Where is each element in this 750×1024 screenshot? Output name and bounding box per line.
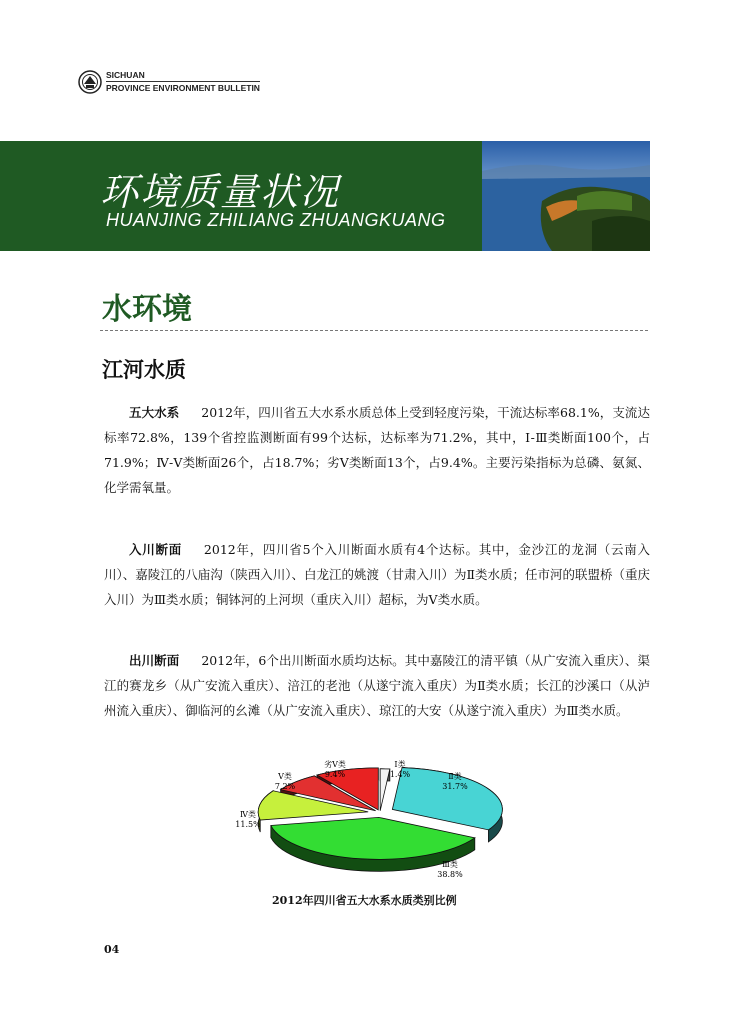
paragraph-inbound-sections xyxy=(104,537,650,612)
pie-label-value: 1.4% xyxy=(389,770,411,779)
pie-label-value: 38.8% xyxy=(437,870,463,879)
paragraph-text: 2012年，6个出川断面水质均达标。其中嘉陵江的清平镇（从广安流入重庆）、渠江的赛龙乡（从广安流入重庆）、涪江的老池（从遂宁流入重庆）为Ⅱ类水质；长江的沙溪口（从泸州流入重庆）、御临河的幺滩（从广安流入重庆）、琼江的大安（从遂宁流入重庆）为Ⅲ类水质。 xyxy=(104,653,650,718)
pie-label-value: 31.7% xyxy=(442,782,468,791)
pie-slice xyxy=(380,769,390,811)
water-quality-pie-chart xyxy=(230,755,530,880)
chart-caption: 2012年四川省五大水系水质类别比例 xyxy=(272,894,457,907)
banner-title-cn: 环境质量状况 xyxy=(100,170,341,214)
paragraph-lead: 出川断面 xyxy=(129,653,180,668)
emblem-icon xyxy=(78,70,102,94)
pie-label-value: 7.2% xyxy=(274,782,296,791)
logo-line-2: PROVINCE ENVIRONMENT BULLETIN xyxy=(106,83,260,93)
pie-label-category: Ⅰ类 xyxy=(394,760,406,769)
section-title: 水环境 xyxy=(102,292,192,327)
bulletin-logo xyxy=(78,70,260,94)
paragraph-five-river-systems xyxy=(104,400,650,500)
pie-label-value: 11.5% xyxy=(235,820,261,829)
paragraph-text: 2012年，四川省五大水系水质总体上受到轻度污染，干流达标率68.1%，支流达标率72.8%，139个省控监测断面有99个达标，达标率为71.2%，其中，Ⅰ-Ⅲ类断面100个，占71.9%；Ⅳ-Ⅴ类断面26个，占18.7%；劣Ⅴ类断面13个，占9.4%。主要污染指标为总磷、氨氮、化学需氧量。 xyxy=(104,405,650,495)
paragraph-text: 2012年，四川省5个入川断面水质有4个达标。其中，金沙江的龙洞（云南入川）、嘉陵江的八庙沟（陕西入川）、白龙江的姚渡（甘肃入川）为Ⅱ类水质；任市河的联盟桥（重庆入川）为Ⅲ类水质；铜钵河的上河坝（重庆入川）超标，为Ⅴ类水质。 xyxy=(104,542,650,607)
logo-text xyxy=(106,70,260,94)
pie-label-value: 9.4% xyxy=(324,770,346,779)
paragraph-lead: 五大水系 xyxy=(129,405,180,420)
lake-landscape-photo xyxy=(482,141,650,251)
pie-label-category: 劣Ⅴ类 xyxy=(324,760,346,769)
pie-label-category: Ⅱ类 xyxy=(448,772,462,781)
paragraph-outbound-sections xyxy=(104,648,650,723)
paragraph-lead: 入川断面 xyxy=(129,542,182,557)
pie-label-category: Ⅳ类 xyxy=(240,810,256,819)
page-number: 04 xyxy=(104,943,120,956)
pie-label-category: Ⅴ类 xyxy=(278,772,292,781)
logo-line-1: SICHUAN xyxy=(106,70,145,80)
pie-label-category: Ⅲ类 xyxy=(442,860,458,869)
section-divider xyxy=(100,330,648,331)
subsection-title: 江河水质 xyxy=(102,357,186,382)
section-banner xyxy=(0,141,650,251)
banner-title-en: HUANJING ZHILIANG ZHUANGKUANG xyxy=(106,210,446,230)
